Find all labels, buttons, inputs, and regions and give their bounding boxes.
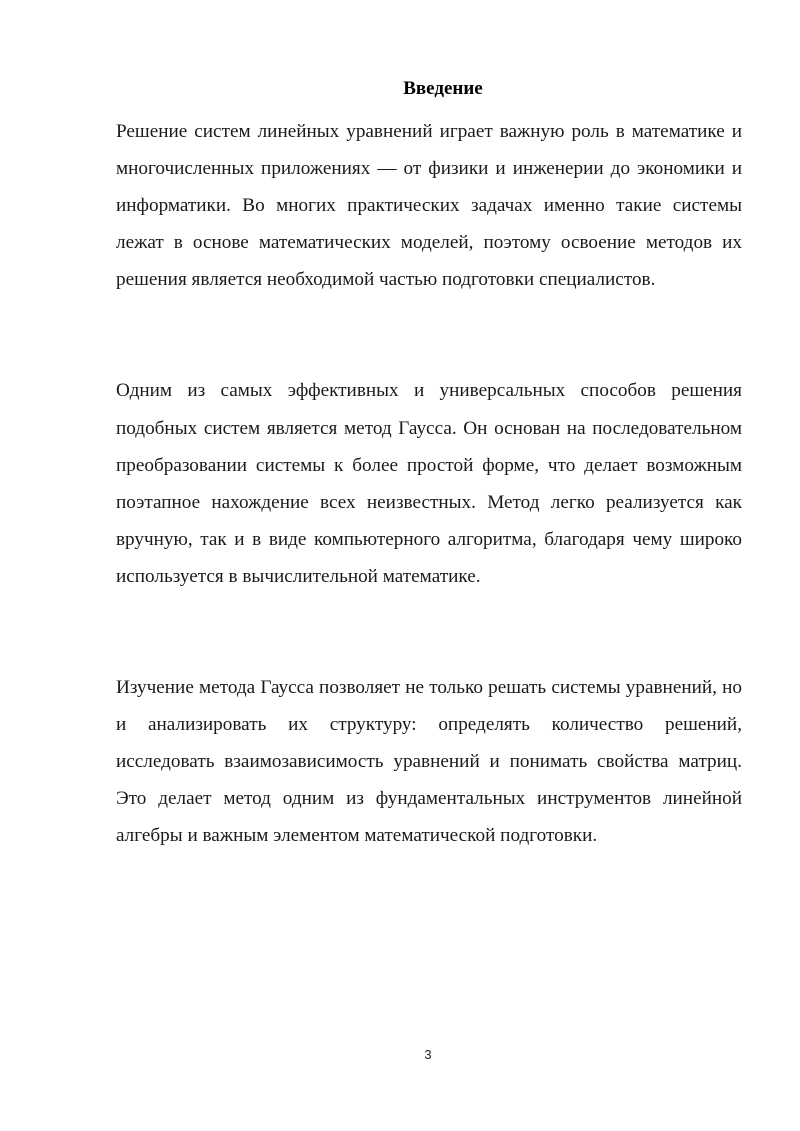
paragraph-3: Изучение метода Гаусса позволяет не только решать системы уравнений, но и анализировать их структуру: определять количество решений, исследовать взаимозависимость уравнений и понимать свойства матриц. Это делает метод одним из фундаментальных инструментов линейной алгебры и важным элементом математической подготовки. xyxy=(116,677,742,847)
page-content xyxy=(116,74,742,855)
paragraph-1: Решение систем линейных уравнений играет важную роль в математике и многочисленных приложениях — от физики и инженерии до экономики и информатики. Во многих практических задачах именно такие системы лежат в основе математических моделей, поэтому освоение методов их решения является необходимой частью подготовки специалистов. xyxy=(116,121,742,291)
page-number: 3 xyxy=(424,1047,432,1062)
paragraph-2: Одним из самых эффективных и универсальных способов решения подобных систем является метод Гаусса. Он основан на последовательном преобразовании системы к более простой форме, что делает возможным поэтапное нахождение всех неизвестных. Метод легко реализуется как вручную, так и в виде компьютерного алгоритма, благодаря чему широко используется в вычислительной математике. xyxy=(116,380,742,587)
section-title: Введение xyxy=(403,78,483,99)
